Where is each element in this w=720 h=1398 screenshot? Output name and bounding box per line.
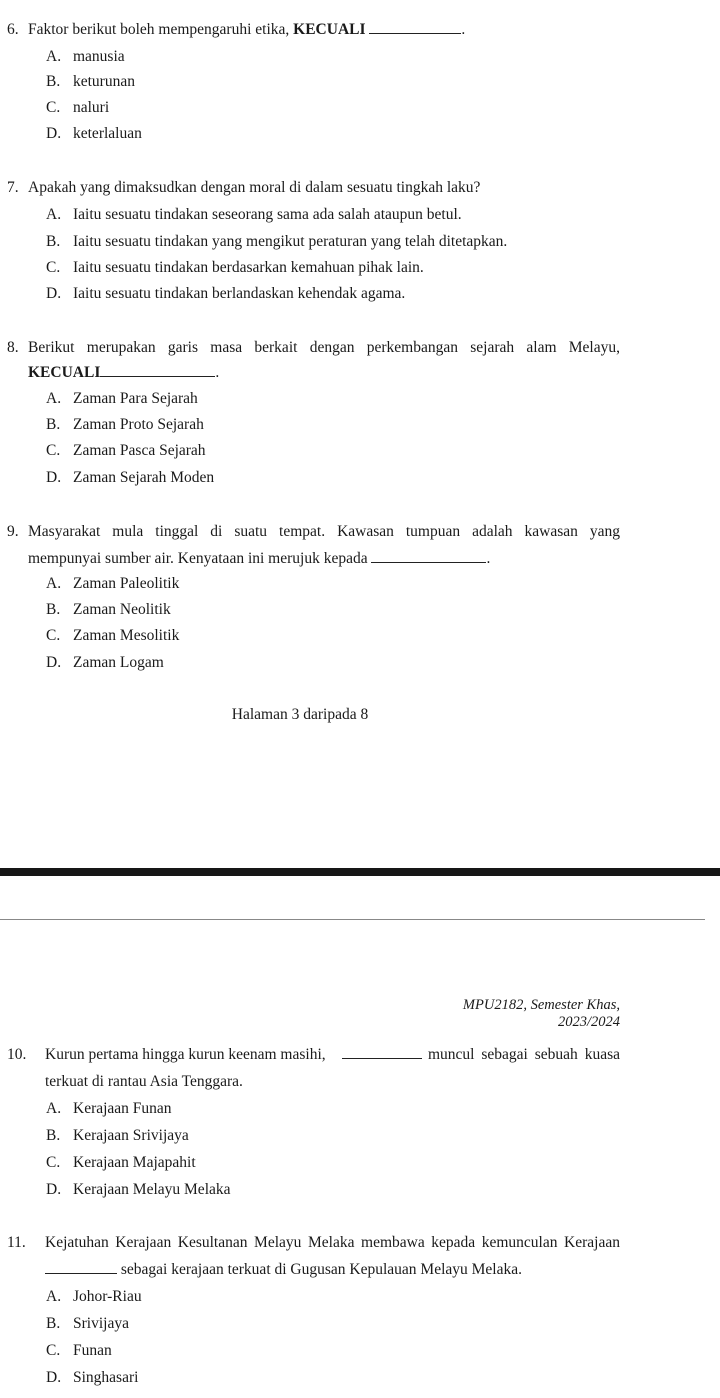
option-label: C. [46, 99, 61, 116]
answer-blank [45, 1261, 117, 1274]
option-text: Kerajaan Majapahit [73, 1154, 196, 1171]
option-text: Kerajaan Melayu Melaka [73, 1181, 231, 1198]
page-footer: Halaman 3 daripada 8 [231, 706, 369, 723]
option-text: Funan [73, 1342, 112, 1359]
option-text: Johor-Riau [73, 1288, 142, 1305]
option-label: B. [46, 416, 61, 433]
option-text: Srivijaya [73, 1315, 129, 1332]
option-label: A. [46, 575, 62, 592]
question-text: mempunyai sumber air. Kenyataan ini merujuk kepada [28, 550, 372, 567]
page-separator [0, 868, 720, 876]
question-9-text-line2 [28, 550, 490, 568]
option-text: Zaman Neolitik [73, 601, 171, 618]
question-8-number: 8. [7, 339, 19, 356]
option-text: Zaman Proto Sejarah [73, 416, 204, 433]
option-label: A. [46, 1288, 62, 1305]
emphasis: KECUALI [293, 21, 366, 38]
option-label: C. [46, 1342, 61, 1359]
question-text: Kurun pertama hingga kurun keenam masihi, [45, 1046, 326, 1063]
question-11-text-line2 [45, 1261, 522, 1279]
option-text: Kerajaan Srivijaya [73, 1127, 189, 1144]
option-label: A. [46, 48, 62, 65]
option-label: D. [46, 285, 62, 302]
option-label: D. [46, 1369, 62, 1386]
option-text: Zaman Para Sejarah [73, 390, 198, 407]
question-11-text: Kejatuhan Kerajaan Kesultanan Melayu Melaka membawa kepada kemunculan Kerajaan [45, 1234, 620, 1251]
question-10-text-line2: terkuat di rantau Asia Tenggara. [45, 1073, 243, 1090]
option-label: B. [46, 1315, 61, 1332]
period: . [215, 364, 220, 381]
option-label: C. [46, 627, 61, 644]
option-label: D. [46, 469, 62, 486]
option-text: Iaitu sesuatu tindakan seseorang sama ada salah ataupun betul. [73, 206, 462, 223]
question-text: sebagai kerajaan terkuat di Gugusan Kepulauan Melayu Melaka. [117, 1261, 522, 1278]
answer-blank [371, 550, 486, 563]
question-9-text: Masyarakat mula tinggal di suatu tempat. Kawasan tumpuan adalah kawasan yang [28, 523, 620, 540]
option-label: B. [46, 73, 61, 90]
option-label: C. [46, 442, 61, 459]
question-8-text: Berikut merupakan garis masa berkait dengan perkembangan sejarah alam Melayu, [28, 339, 620, 356]
option-text: keterlaluan [73, 125, 142, 142]
question-text: Faktor berikut boleh mempengaruhi etika, [28, 21, 294, 38]
period: . [486, 550, 491, 567]
question-9-number: 9. [7, 523, 19, 540]
option-label: D. [46, 125, 62, 142]
header-rule [0, 919, 705, 920]
option-text: Iaitu sesuatu tindakan berdasarkan kemahuan pihak lain. [73, 259, 424, 276]
question-8-text-line2 [28, 364, 219, 382]
option-text: Iaitu sesuatu tindakan yang mengikut peraturan yang telah ditetapkan. [73, 233, 508, 250]
question-10-text-after: muncul sebagai sebuah kuasa [428, 1046, 620, 1063]
option-text: Zaman Mesolitik [73, 627, 180, 644]
question-11-number: 11. [7, 1234, 26, 1251]
option-label: B. [46, 233, 61, 250]
option-label: B. [46, 601, 61, 618]
answer-blank [100, 364, 215, 377]
question-6-text [28, 21, 465, 39]
option-text: manusia [73, 48, 125, 65]
option-label: D. [46, 654, 62, 671]
option-label: C. [46, 1154, 61, 1171]
question-7-number: 7. [7, 179, 19, 196]
option-text: keturunan [73, 73, 135, 90]
option-text: Kerajaan Funan [73, 1100, 172, 1117]
answer-blank [369, 21, 461, 34]
question-7-text: Apakah yang dimaksudkan dengan moral di dalam sesuatu tingkah laku? [28, 179, 481, 196]
option-label: A. [46, 206, 62, 223]
option-text: Zaman Paleolitik [73, 575, 180, 592]
option-text: naluri [73, 99, 110, 116]
answer-blank [342, 1046, 422, 1059]
option-label: A. [46, 1100, 62, 1117]
page-header: MPU2182, Semester Khas, 2023/2024 [462, 997, 620, 1030]
emphasis: KECUALI [28, 364, 101, 381]
option-label: B. [46, 1127, 61, 1144]
option-label: A. [46, 390, 62, 407]
option-label: C. [46, 259, 61, 276]
option-text: Singhasari [73, 1369, 139, 1386]
question-10-number: 10. [7, 1046, 27, 1063]
question-6-number: 6. [7, 21, 19, 38]
option-text: Zaman Sejarah Moden [73, 469, 215, 486]
option-text: Zaman Pasca Sejarah [73, 442, 206, 459]
option-text: Iaitu sesuatu tindakan berlandaskan kehendak agama. [73, 285, 406, 302]
option-label: D. [46, 1181, 62, 1198]
period: . [461, 21, 466, 38]
option-text: Zaman Logam [73, 654, 164, 671]
